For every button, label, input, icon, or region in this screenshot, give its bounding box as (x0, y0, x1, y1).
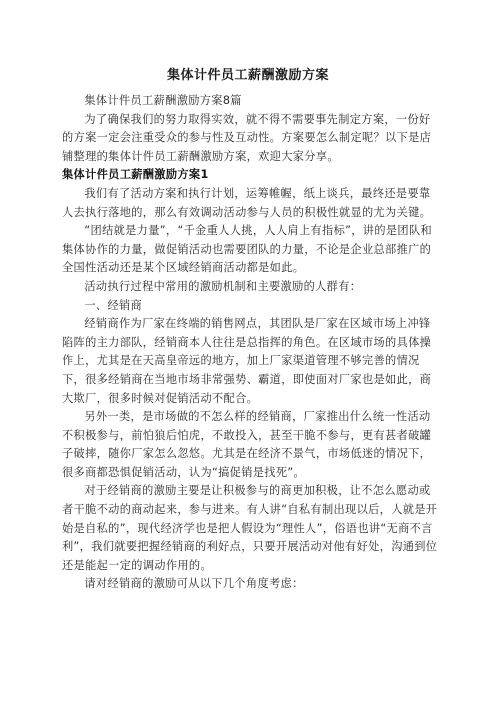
paragraph: 经销商作为厂家在终端的销售网点，其团队是厂家在区域市场上冲锋陷阵的主力部队，经销商本人往往是总指挥的角色。在区域市场的具体操作上，尤其是在天高皇帝远的地方，加上厂家渠道管理不够完善的情况下，很多经销商在当地市场非常强势、霸道，即使面对厂家也是如此，商大欺厂，很多时候对促销活动不配合。 (62, 317, 432, 405)
section-heading: 集体计件员工薪酬激励方案1 (62, 168, 209, 182)
document-body (62, 92, 438, 594)
paragraph: 对于经销商的激励主要是让积极参与的商更加积极，让不怎么愿动或者干脆不动的商动起来，参与进来。有人讲“自私有制出现以后，人就是开始是自私的”，现代经济学也是把人假设为“理性人”，俗语也讲“无商不言利”，我们就要把握经销商的利好点，只要开展活动对他有好处，沟通到位还是能起一定的调动作用的。 (62, 484, 438, 572)
document-title: 集体计件员工薪酬激励方案 (166, 68, 329, 83)
paragraph: 为了确保我们的努力取得实效，就不得不需要事先制定方案，一份好的方案一定会注重受众的参与性及互动性。方案要怎么制定呢？以下是店铺整理的集体计件员工薪酬激励方案，欢迎大家分享。 (62, 112, 432, 163)
paragraph: 我们有了活动方案和执行计划，运筹帷幄，纸上谈兵，最终还是要靠人去执行落地的，那么有效调动活动参与人员的积极性就显的尤为关键。 (62, 186, 432, 219)
paragraph: 活动执行过程中常用的激励机制和主要激励的人群有： (84, 279, 362, 293)
subsection-heading: 一、经销商 (84, 298, 143, 312)
paragraph: 请对经销商的激励可从以下几个角度考虑： (84, 577, 304, 591)
paragraph: 另外一类，是市场做的不怎么样的经销商，厂家推出什么统一性活动不积极参与，前怕狼后怕虎，不敢投入，甚至干脆不参与，更有甚者破罐子破摔，随你厂家怎么忽悠。尤其是在经济不景气，市场低迷的情况下，很多商都恐惧促销活动，认为“搞促销是找死”。 (62, 410, 432, 479)
paragraph: “团结就是力量”，“千金重人人挑，人人肩上有指标”，讲的是团队和集体协作的力量，做促销活动也需要团队的力量，不论是企业总部推广的全国性活动还是某个区域经销商活动都是如此。 (62, 224, 433, 275)
paragraph: 集体计件员工薪酬激励方案8篇 (84, 94, 242, 107)
